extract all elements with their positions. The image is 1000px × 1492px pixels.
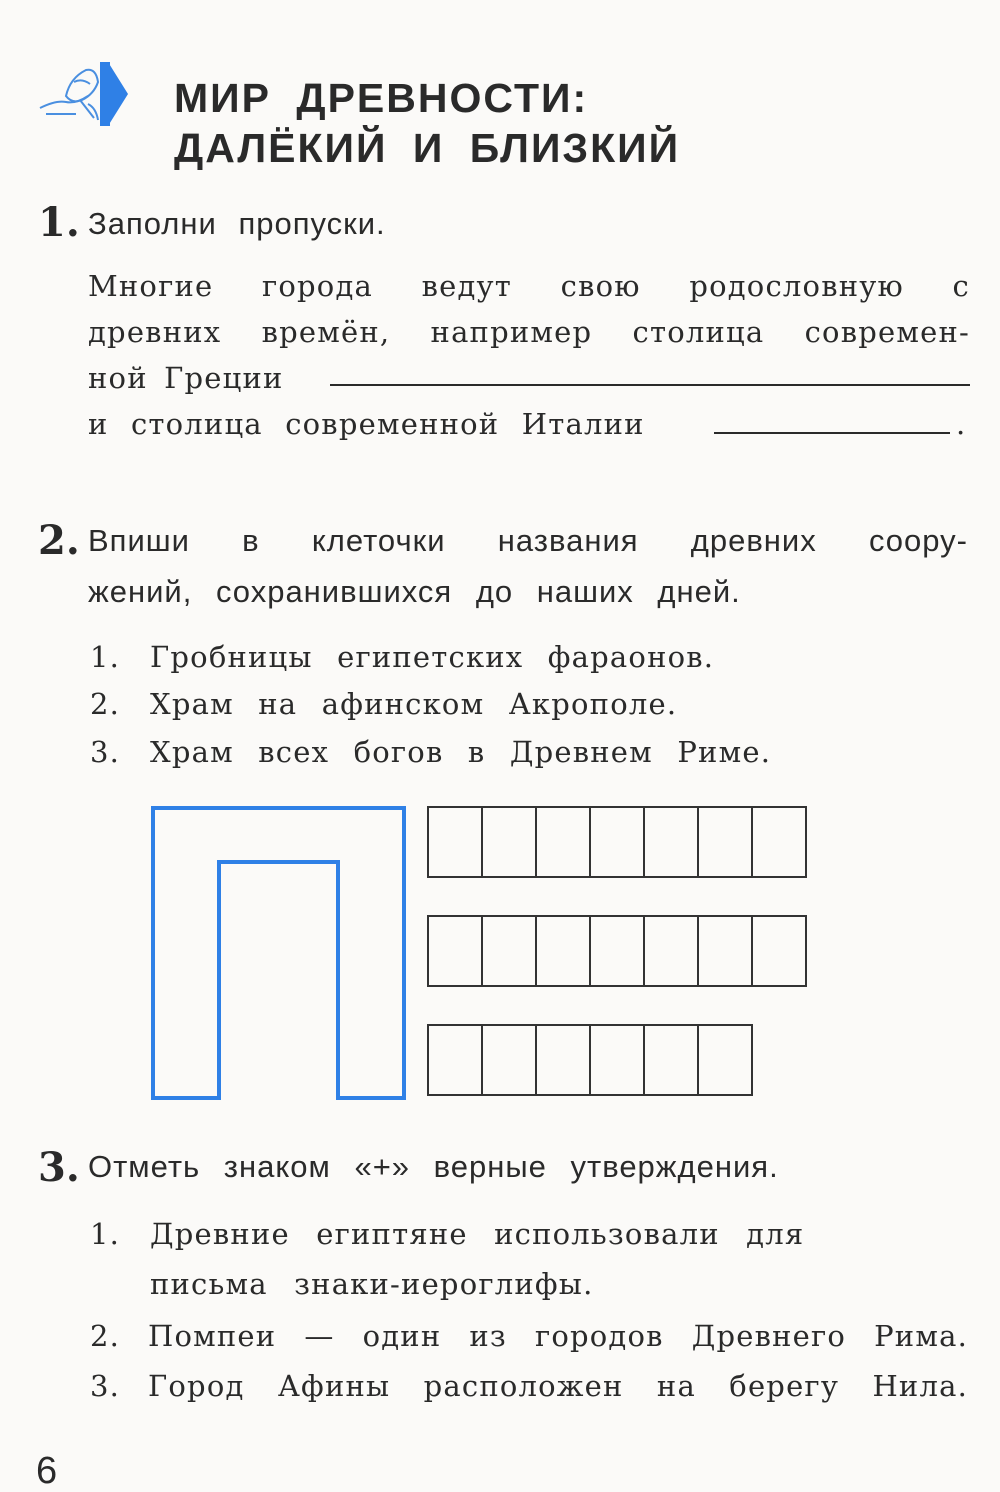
letter-cell[interactable]	[643, 915, 699, 987]
task2-instruction-line2: жений, сохранившихся до наших дней.	[88, 574, 741, 609]
letter-cell[interactable]	[589, 806, 645, 878]
task3-instruction: Отметь знаком «+» верные утверждения.	[88, 1149, 779, 1184]
page-number: 6	[36, 1450, 58, 1492]
page-title-line2: ДАЛЁКИЙ И БЛИЗКИЙ	[174, 125, 681, 171]
pen-writing-icon	[36, 60, 132, 130]
letter-cell[interactable]	[643, 1024, 699, 1096]
task1-text-line2: древних времён, например столица современ-	[88, 315, 970, 349]
answer-blank-italy-capital[interactable]	[714, 432, 950, 434]
task3-item-2-num: 2.	[90, 1319, 121, 1353]
task2-item-1-text: Гробницы египетских фараонов.	[150, 640, 715, 674]
task3-item-3-text: Город Афины расположен на берегу Нила.	[148, 1369, 968, 1403]
crossword-row-3	[427, 1024, 751, 1096]
task1-end-period: .	[956, 407, 967, 441]
letter-cell[interactable]	[643, 806, 699, 878]
answer-blank-greece-capital[interactable]	[330, 384, 970, 386]
letter-cell[interactable]	[589, 1024, 645, 1096]
task2-item-2-num: 2.	[90, 687, 121, 721]
letter-cell[interactable]	[535, 806, 591, 878]
letter-cell[interactable]	[697, 1024, 753, 1096]
task3-item-1-line2: письма знаки-иероглифы.	[150, 1267, 594, 1301]
task3-item-1-line1: Древние египтяне использовали для	[150, 1217, 805, 1251]
task3-item-3-num: 3.	[90, 1369, 121, 1403]
letter-cell[interactable]	[481, 915, 537, 987]
letter-cell[interactable]	[427, 915, 483, 987]
letter-cell[interactable]	[535, 915, 591, 987]
task2-item-3-num: 3.	[90, 735, 121, 769]
letter-cell[interactable]	[697, 806, 753, 878]
letter-cell[interactable]	[697, 915, 753, 987]
task2-item-1-num: 1.	[90, 640, 121, 674]
task3-number: 3.	[38, 1144, 80, 1191]
task2-number: 2.	[38, 517, 80, 564]
crossword-row-1	[427, 806, 805, 878]
task3-item-1-num: 1.	[90, 1217, 121, 1251]
letter-cell[interactable]	[535, 1024, 591, 1096]
task1-number: 1.	[38, 199, 80, 246]
letter-cell[interactable]	[751, 915, 807, 987]
page-title-line1: МИР ДРЕВНОСТИ:	[174, 75, 589, 121]
task1-text-line3: ной Греции	[88, 361, 284, 395]
task1-text-line4: и столица современной Италии	[88, 407, 645, 441]
letter-cell[interactable]	[481, 806, 537, 878]
task1-text-line1: Многие города ведут свою родословную с	[88, 269, 970, 303]
task2-item-2-text: Храм на афинском Акрополе.	[150, 687, 678, 721]
task2-instruction-line1: Впиши в клеточки названия древних соору-	[88, 523, 968, 558]
task1-instruction: Заполни пропуски.	[88, 206, 386, 241]
letter-cell[interactable]	[481, 1024, 537, 1096]
letter-cell[interactable]	[751, 806, 807, 878]
letter-cell[interactable]	[427, 1024, 483, 1096]
crossword-row-2	[427, 915, 805, 987]
letter-cell[interactable]	[427, 806, 483, 878]
task3-item-2-text: Помпеи — один из городов Древнего Рима.	[148, 1319, 968, 1353]
letter-cell[interactable]	[589, 915, 645, 987]
pi-letter-frame	[150, 805, 408, 1101]
task2-item-3-text: Храм всех богов в Древнем Риме.	[150, 735, 772, 769]
